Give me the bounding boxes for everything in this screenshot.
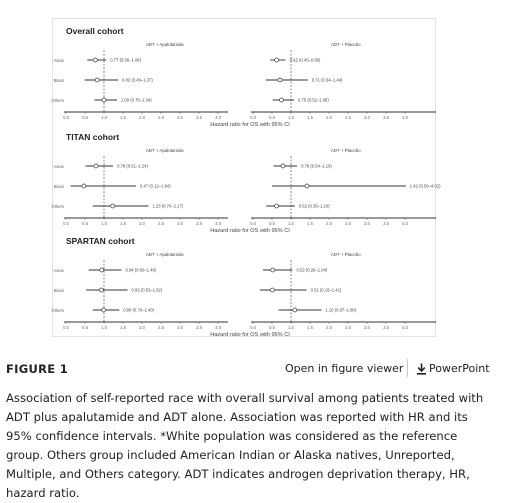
data-label: 0.94 (0.60–1.46) [125,267,157,273]
data-label: 0.62 (0.45–0.86) [289,57,321,63]
tick-label: 3.0 [177,325,183,330]
series-header: ADT + Apalutamide [146,252,184,257]
tick-label: 0.0 [250,325,256,330]
tick-label: 1.5 [307,115,313,120]
data-label: 0.75 (0.52–1.08) [298,97,329,103]
tick-label: 0.0 [63,115,69,120]
caption-line: 95% confidence intervals. *White population was considered as the reference [6,429,458,443]
panel-title: Overall cohort [66,26,124,36]
hr-point [271,268,275,272]
caption-line: ADT plus apalutamide and ADT alone. Association was reported with HR and its [6,410,468,424]
x-axis-title: Hazard ratio for OS with 95% CI [210,122,290,128]
x-axis-title: Hazard ratio for OS with 95% CI [210,228,290,234]
tick-label: 4.0 [402,325,408,330]
data-label: 0.82 (0.49–1.37) [122,77,153,83]
category-label: Black [53,78,64,83]
data-label: 0.47 (0.12–1.84) [139,183,171,189]
tick-label: 3.5 [196,115,202,120]
tick-label: 1.5 [307,221,313,226]
tick-label: 1.5 [307,325,313,330]
tick-label: 2.5 [345,221,351,226]
tick-label: 2.0 [326,325,332,330]
tick-label: 2.5 [158,221,164,226]
series-header: ADT + Placebo [331,42,361,47]
hr-point [102,308,106,312]
tick-label: 4.0 [215,221,221,226]
caption-line: hazard ratio. [6,486,80,500]
tick-label: 4.0 [215,325,221,330]
x-axis-title: Hazard ratio for OS with 95% CI [210,332,290,338]
tick-label: 0.5 [269,325,275,330]
tick-label: 0.0 [63,325,69,330]
tick-label: 4.0 [402,221,408,226]
tick-label: 2.0 [139,325,145,330]
tick-label: 2.5 [158,325,164,330]
tick-label: 3.0 [364,115,370,120]
tick-label: 1.0 [288,115,294,120]
panel-title: SPARTAN cohort [66,236,135,246]
data-label: 0.52 (0.26–1.04) [296,267,328,273]
hr-point [82,184,86,188]
panel-title: TITAN cohort [66,132,120,142]
data-label: 0.62 (0.35–1.10) [298,203,330,209]
hr-point [278,78,282,82]
caption-line: Association of self-reported race with overall survival among patients treated with [6,391,484,405]
hr-point [100,268,104,272]
hr-point [270,288,274,292]
figure-frame [53,19,436,337]
hr-point [111,204,115,208]
tick-label: 3.5 [383,325,389,330]
tick-label: 1.5 [120,325,126,330]
data-label: 1.42 (0.50–4.02) [409,183,441,189]
tick-label: 4.0 [215,115,221,120]
tick-label: 0.5 [82,221,88,226]
data-label: 0.71 (0.34–1.44) [311,77,343,83]
tick-label: 3.0 [364,221,370,226]
data-label: 0.51 (0.18–1.41) [310,287,342,293]
download-icon [416,363,427,375]
category-label: Others [51,204,64,209]
tick-label: 0.5 [269,115,275,120]
tick-label: 0.0 [250,221,256,226]
hr-point [293,308,297,312]
series-header: ADT + Placebo [331,148,361,153]
caption-line: Multiple, and Others category. ADT indicates androgen deprivation therapy, HR, [6,467,470,481]
category-label: Others [51,308,64,313]
tick-label: 3.5 [383,115,389,120]
category-label: Asian [53,164,64,169]
hr-point [102,98,106,102]
category-label: Others [51,98,64,103]
caption-line: group. Others group included American Indian or Alaska natives, Unreported, [6,448,455,462]
tick-label: 0.5 [82,325,88,330]
hr-point [95,78,99,82]
data-label: 0.93 (0.53–1.62) [131,287,163,293]
data-label: 1.10 (0.67–1.80) [325,307,357,313]
hr-point [94,164,98,168]
hr-point [281,164,285,168]
tick-label: 3.0 [177,115,183,120]
tick-label: 1.0 [288,325,294,330]
tick-label: 2.5 [345,115,351,120]
tick-label: 3.5 [196,221,202,226]
series-header: ADT + Placebo [331,252,361,257]
tick-label: 1.0 [101,115,107,120]
tick-label: 2.0 [139,221,145,226]
tick-label: 2.0 [326,221,332,226]
tick-label: 1.5 [120,221,126,226]
category-label: Black [53,184,64,189]
hr-point [99,288,103,292]
tick-label: 3.5 [383,221,389,226]
tick-label: 0.5 [269,221,275,226]
hr-point [280,98,284,102]
tick-label: 2.0 [139,115,145,120]
data-label: 0.79 (0.54–1.16) [301,163,332,169]
tick-label: 0.0 [250,115,256,120]
data-label: 0.99 (0.70–1.40) [123,307,154,313]
tick-label: 0.5 [82,115,88,120]
tick-label: 2.5 [158,115,164,120]
tick-label: 4.0 [402,115,408,120]
data-label: 0.77 (0.56–1.06) [110,57,142,63]
category-label: Black [53,288,64,293]
series-header: ADT + Apalutamide [146,148,184,153]
hr-point [275,204,279,208]
open-figure-viewer-link[interactable]: Open in figure viewer [285,362,404,375]
series-header: ADT + Apalutamide [146,42,184,47]
tick-label: 3.0 [177,221,183,226]
tick-label: 2.0 [326,115,332,120]
tick-label: 2.5 [345,325,351,330]
data-label: 1.00 (0.75–1.34) [120,97,152,103]
hr-point [275,58,279,62]
data-label: 1.23 (0.70–2.17) [152,203,184,209]
category-label: Asian [53,268,64,273]
tick-label: 1.5 [120,115,126,120]
tick-label: 1.0 [101,221,107,226]
data-label: 0.79 (0.51–1.24) [117,163,148,169]
tick-label: 3.5 [196,325,202,330]
powerpoint-label: PowerPoint [429,362,490,375]
tick-label: 1.0 [288,221,294,226]
category-label: Asian [53,58,64,63]
tick-label: 1.0 [101,325,107,330]
figure-caption [6,389,526,503]
hr-point [305,184,309,188]
powerpoint-download-link[interactable] [416,362,490,375]
hr-point [93,58,97,62]
figure-label: FIGURE 1 [6,362,69,376]
tick-label: 0.0 [63,221,69,226]
tick-label: 3.0 [364,325,370,330]
link-divider [407,359,408,377]
